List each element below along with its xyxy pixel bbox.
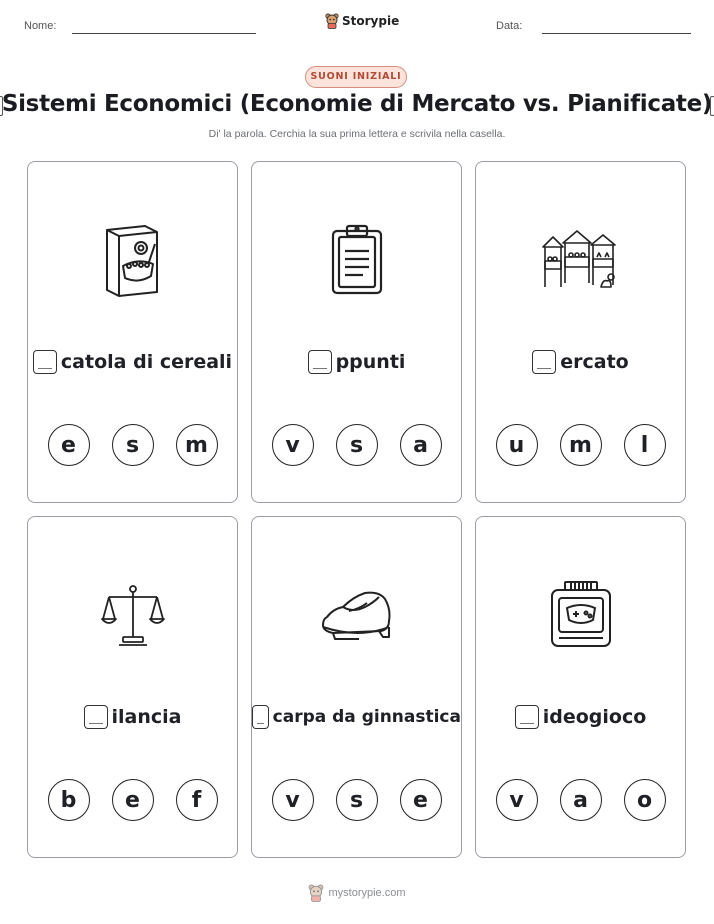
letter-choice[interactable]: e	[112, 779, 154, 821]
letter-choice[interactable]: o	[624, 779, 666, 821]
letter-choice[interactable]: f	[176, 779, 218, 821]
answer-box[interactable]	[308, 350, 332, 374]
word-remainder: ppunti	[335, 351, 406, 373]
word-remainder: carpa da ginnastica	[272, 707, 461, 727]
word-card	[251, 516, 462, 858]
footer-url[interactable]: mystorypie.com	[328, 887, 406, 899]
letter-choice[interactable]: b	[48, 779, 90, 821]
bear-mascot-icon	[325, 13, 339, 29]
page-title: Sistemi Economici (Economie di Mercato vs. Pianificate)	[1, 91, 713, 117]
letter-choice[interactable]: s	[336, 779, 378, 821]
answer-box[interactable]	[515, 705, 539, 729]
letter-choice[interactable]: a	[560, 779, 602, 821]
balance-scale-icon	[101, 583, 165, 647]
letter-choice[interactable]: v	[272, 779, 314, 821]
letter-choice[interactable]: v	[496, 779, 538, 821]
letter-choice[interactable]: l	[624, 424, 666, 466]
video-game-icon	[549, 580, 613, 650]
market-stalls-icon	[541, 227, 621, 293]
storypie-logo	[325, 13, 399, 29]
name-label: Nome:	[24, 20, 57, 32]
cereal-box-icon	[101, 222, 165, 298]
letter-choice[interactable]: s	[112, 424, 154, 466]
name-field-line[interactable]	[72, 33, 256, 34]
instructions: Di' la parola. Cerchia la sua prima lettera e scrivila nella casella.	[208, 128, 506, 140]
word-remainder: ercato	[560, 351, 629, 373]
bear-mascot-icon	[308, 884, 324, 902]
letter-choice[interactable]: e	[400, 779, 442, 821]
date-field-line[interactable]	[542, 33, 691, 34]
word-card	[27, 516, 238, 858]
word-card	[251, 161, 462, 503]
category-badge: SUONI INIZIALI	[305, 66, 407, 88]
footer	[0, 884, 714, 902]
letter-choice[interactable]: a	[400, 424, 442, 466]
word-remainder: ideogioco	[542, 706, 647, 728]
letter-choice[interactable]: v	[272, 424, 314, 466]
word-card	[27, 161, 238, 503]
letter-choice[interactable]: s	[336, 424, 378, 466]
answer-box[interactable]	[532, 350, 556, 374]
answer-box[interactable]	[84, 705, 108, 729]
date-label: Data:	[496, 20, 523, 32]
letter-choice[interactable]: m	[560, 424, 602, 466]
answer-box[interactable]	[252, 705, 269, 729]
letter-choice[interactable]: u	[496, 424, 538, 466]
word-remainder: ilancia	[111, 706, 182, 728]
letter-choice[interactable]: e	[48, 424, 90, 466]
right-edge-mark	[710, 96, 714, 116]
shoe-icon	[319, 587, 395, 643]
clipboard-icon	[329, 223, 385, 297]
logo-text: Storypie	[342, 14, 400, 28]
word-remainder: catola di cereali	[60, 351, 233, 373]
answer-box[interactable]	[33, 350, 57, 374]
letter-choice[interactable]: m	[176, 424, 218, 466]
word-card	[475, 516, 686, 858]
word-card	[475, 161, 686, 503]
